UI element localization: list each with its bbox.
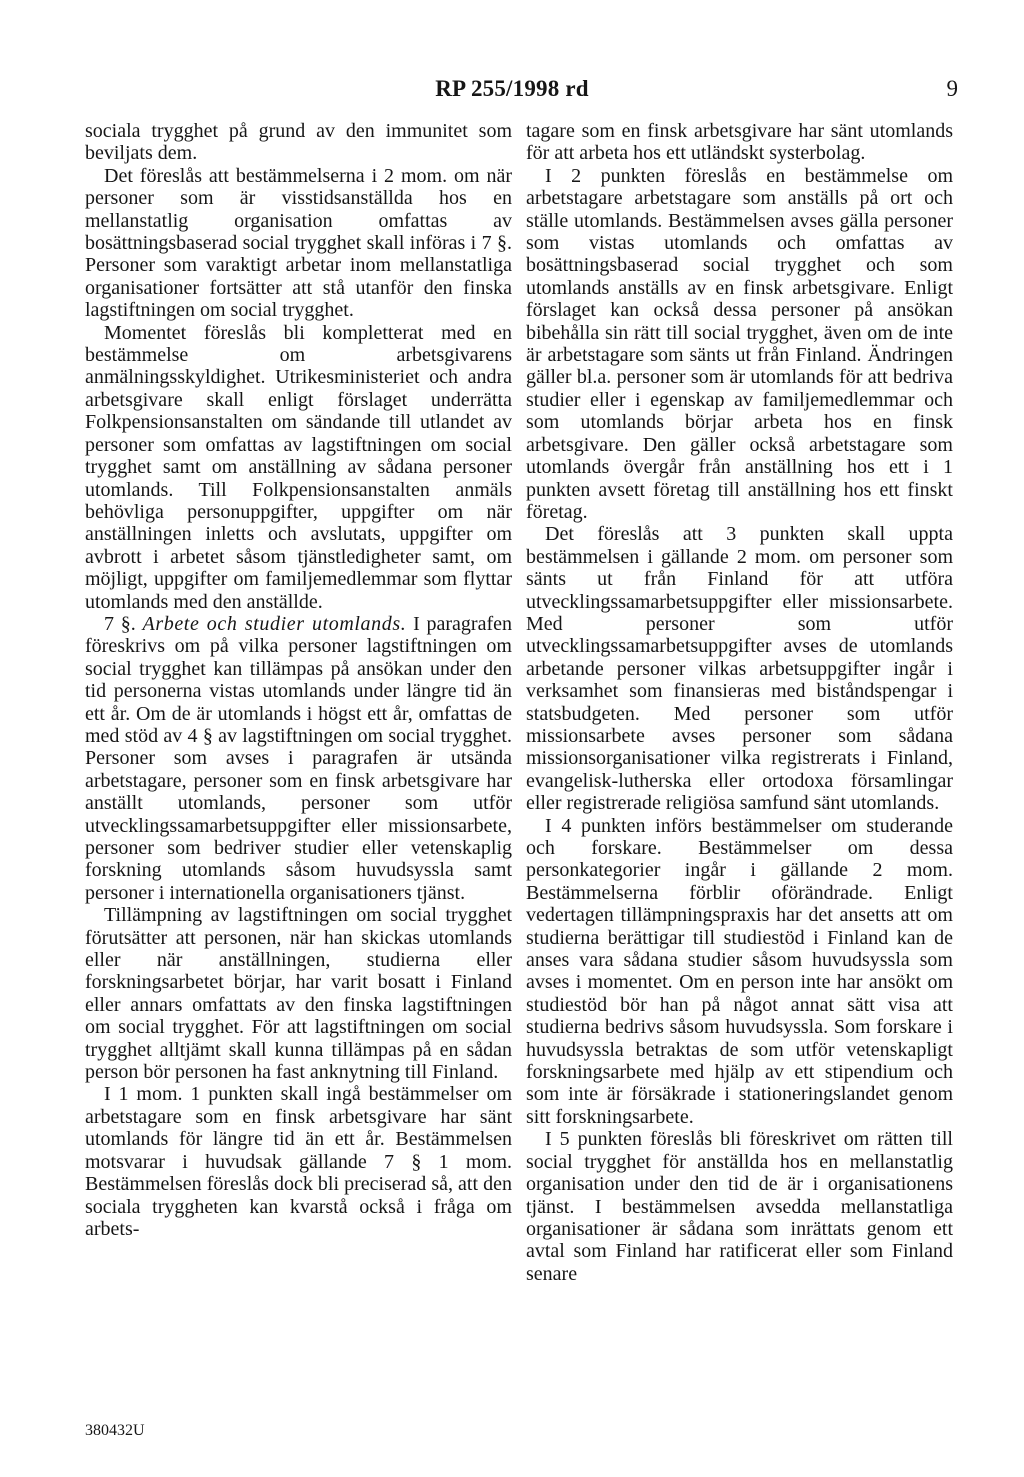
right-column [526, 120, 953, 1285]
paragraph: I 4 punkten införs bestämmelser om studerande och forskare. Bestämmelser om dessa personkategorier ingår i gällande 2 mom. Bestämmelserna förblir oförändrade. Enligt vedertagen tillämpningspraxis har det ansetts att om studierna berättigar till studiestöd i Finland kan de anses vara sådana studier såsom huvudsyssla som avses i momentet. Om en person inte har ansökt om studiestöd bör han på något annat sätt visa att studierna bedrivs såsom huvudsyssla. Som forskare i huvudsyssla betraktas de som utför vetenskapligt forskningsarbete med hjälp av ett stipendium och som inte är försäkrade i stationeringslandet genom sitt forskningsarbete. [526, 814, 953, 1128]
paragraph: I 2 punkten föreslås en bestämmelse om arbetstagare arbetstagare som anställs på ort och ställe utomlands. Bestämmelsen avses gälla personer som vistas utomlands och omfattas av bosättningsbaserad social trygghet och som utomlands anställs av en finsk arbetsgivare. Enligt förslaget kan också dessa personer på ansökan bibehålla sin rätt till social trygghet, även om de inte är arbetstagare som sänts ut från Finland. Ändringen gäller bl.a. personer som är utomlands för att bedriva studier eller i egenskap av familjemedlemmar och som utomlands börjar arbeta hos en finsk arbetsgivare. Den gäller också arbetstagare som utomlands övergår från anställning hos ett i 1 punkten avsett företag till anställning hos ett finskt företag. [526, 164, 953, 523]
page-header-title: RP 255/1998 rd [435, 76, 589, 101]
paragraph: tagare som en finsk arbetsgivare har sänt utomlands för att arbeta hos ett utländskt systerbolag. [526, 120, 953, 165]
page-number: 9 [946, 76, 958, 101]
section-7-paragraph [85, 613, 512, 904]
paragraph: Tillämpning av lagstiftningen om social trygghet förutsätter att personen, när han skickas utomlands eller när anställningen, studierna eller forskningsarbetet börjar, har varit bosatt i Finland eller annars omfattats av den finska lagstiftningen om social trygghet. För att lagstiftningen om social trygghet alltjämt skall kunna tillämpas på en sådan person bör personen ha fast anknytning till Finland. [85, 904, 512, 1084]
paragraph: sociala trygghet på grund av den immunitet som beviljats dem. [85, 120, 512, 165]
paragraph: Det föreslås att bestämmelserna i 2 mom. om när personer som är visstidsanställda hos en mellanstatlig organisation omfattas av bosättningsbaserad social trygghet skall införas i 7 §. Personer som varaktigt arbetar inom mellanstatliga organisationer fortsätter att stå utanför den finska lagstiftningen om social trygghet. [85, 164, 512, 322]
paragraph: I 5 punkten föreslås bli föreskrivet om rätten till social trygghet för anställda hos en mellanstatlig organisation under den tid de är i organisationens tjänst. I bestämmelsen avsedda mellanstatliga organisationer är sådana som inrättats genom ett avtal som Finland har ratificerat eller som Finland senare [526, 1128, 953, 1285]
paragraph: I 1 mom. 1 punkten skall ingå bestämmelser om arbetstagare som en finsk arbetsgivare har sänt utomlands för längre tid än ett år. Bestämmelsen motsvarar i huvudsak gällande 7 § 1 mom. Bestämmelsen föreslås dock bli preciserad så, att den sociala tryggheten kan kvarstå också i fråga om arbets- [85, 1083, 512, 1240]
paragraph: Momentet föreslås bli kompletterat med en bestämmelse om arbetsgivarens anmälningsskyldighet. Utrikesministeriet och andra arbetsgivare skall enligt förslaget underrätta Folkpensionsanstalten om sändande till utlandet av personer som omfattas av lagstiftningen om social trygghet samt om anställning av sådana personer utomlands. Till Folkpensionsanstalten anmäls behövliga personuppgifter, uppgifter om när anställningen inletts och avslutats, uppgifter om avbrott i arbetet såsom tjänstledigheter samt, om möjligt, uppgifter om familjemedlemmar som flyttar utomlands med den anställde. [85, 321, 512, 613]
left-column [85, 120, 512, 1240]
paragraph: Det föreslås att 3 punkten skall uppta bestämmelsen i gällande 2 mom. om personer som sänts ut från Finland för att utföra utvecklingssamarbetsuppgifter eller missionsarbete. Med personer som utför utvecklingssamarbetsuppgifter avses de utomlands arbetande personer vilkas arbetsuppgifter ingår i verksamhet som finansieras med biståndspengar i statsbudgeten. Med personer som utför missionsarbete avses personer som sådana missionsorganisationer vilka registrerats i Finland, evangelisk-lutherska eller ortodoxa församlingar eller registrerade religiösa samfund sänt utomlands. [526, 523, 953, 815]
section-number: 7 §. [104, 612, 136, 635]
document-code: 380432U [85, 1422, 145, 1439]
section-body: I paragrafen föreskrivs om på vilka personer lagstiftningen om social trygghet kan tillämpas på ansökan under den tid personerna vistas utomlands under längre tid än ett år. Om de är utomlands i högst ett år, omfattas de med stöd av 4 § av lagstiftningen om social trygghet. Personer som avses i paragrafen är utsända arbetstagare, personer som en finsk arbetsgivare har anställt utomlands, personer som utför utvecklingssamarbetsuppgifter eller missionsarbete, personer som bedriver studier eller vetenskaplig forskning utomlands såsom huvudsyssla samt personer i internationella organisationers tjänst. [85, 612, 512, 904]
section-title: Arbete och studier utomlands. [142, 612, 407, 635]
